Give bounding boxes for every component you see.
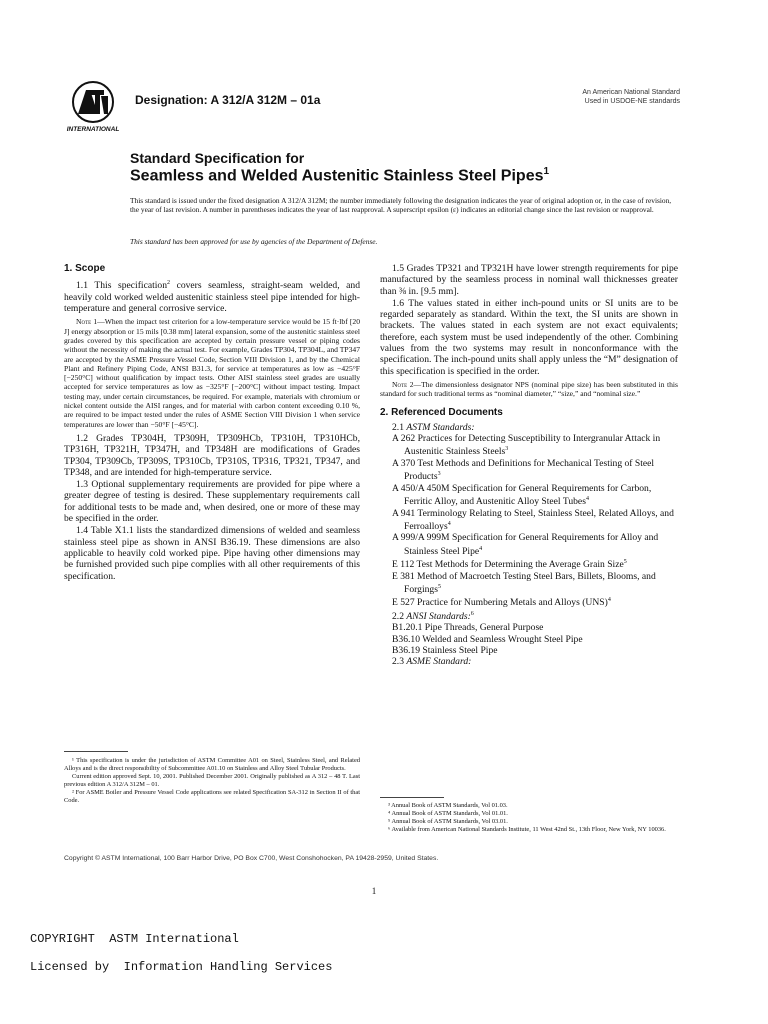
section-2-1-title: ASTM Standards:	[406, 421, 475, 433]
section-2-3: 2.3 ASME Standard:	[392, 656, 472, 668]
ans-line-1: An American National Standard	[582, 89, 680, 96]
footnote-5: ⁵ Annual Book of ASTM Standards, Vol 03.01.	[388, 818, 508, 825]
dod-approval-note: This standard has been approved for use by agencies of the Department of Defense.	[130, 237, 378, 246]
section-1-1-rest: covers seamless, straight-seam welded, and heavily cold worked welded austenitic stainless steel pipe intended for high-temperature and general corrosive service.	[64, 280, 360, 315]
section-1-2: 1.2 Grades TP304H, TP309H, TP309HCb, TP310H, TP310HCb, TP316H, TP321H, TP347H, and TP348H are modifications of Grades TP304, TP309Cb, TP309S, TP310Cb, TP310S, TP316, TP321, TP347, and TP348, and are intended for high-temperature service.	[64, 432, 360, 478]
section-1-6: 1.6 The values stated in either inch-pound units or SI units are to be regarded separately as standard. Within the text, the SI units are shown in brackets. The values stated in each system are not exact equivalents; therefore, each system must be used independently of the other. Combining values from the two systems may result in nonconformance with the specification. The inch-pound units shall apply unless the “M” designation of this specification is specified in the order.	[380, 297, 678, 377]
footnote-marker-2: 2	[167, 280, 171, 287]
title-line-1: Standard Specification for	[130, 150, 305, 166]
section-2-2: 2.2 ANSI Standards:$^6$	[392, 610, 474, 622]
reference-item: A 450/A 450M Specification for General Requirements for Carbon, Ferritic Alloy, and Austenitic Alloy Steel Tubes$^4$	[392, 482, 652, 508]
license-line-1: COPYRIGHT ASTM International	[30, 932, 239, 946]
footnote-divider	[380, 797, 444, 798]
referenced-documents-heading: 2. Referenced Documents	[380, 406, 503, 418]
ans-line-2: Used in USDOE-NE standards	[584, 98, 680, 105]
footnote-1: ¹ This specification is under the jurisdiction of ASTM Committee A01 on Steel, Stainless Steel, and Related Alloys and is the direct responsibility of Subcommittee A01.10 on Stainless and Alloy Steel Tubular Products.	[64, 757, 360, 772]
section-2-1-num: 2.1	[392, 421, 407, 433]
reference-item: B36.10 Welded and Seamless Wrought Steel Pipe	[392, 633, 583, 645]
copyright-line: Copyright © ASTM International, 100 Barr Harbor Drive, PO Box C700, West Conshohocken, PA 19428-2959, United States.	[64, 855, 439, 862]
reference-item: A 370 Test Methods and Definitions for Mechanical Testing of Steel Products$^3$	[392, 457, 655, 483]
american-national-standard-note	[520, 88, 680, 106]
section-2-3-title: ASME Standard:	[406, 656, 472, 668]
reference-item: A 941 Terminology Relating to Steel, Stainless Steel, Related Alloys, and Ferroalloys$^4$	[392, 507, 674, 532]
note-2-label: Note 2	[392, 379, 414, 389]
note-2-text: —The dimensionless designator NPS (nominal pipe size) has been substituted in this standard for such traditional terms as “nominal diameter,” “size,” and “nominal size.”	[380, 379, 678, 399]
reference-item: E 381 Method of Macroetch Testing Steel Bars, Billets, Blooms, and Forgings$^5$	[392, 570, 656, 596]
footnote-6: ⁶ Available from American National Standards Institute, 11 West 42nd St., 13th Floor, New York, NY 10036.	[388, 826, 666, 833]
reference-item: A 999/A 999M Specification for General Requirements for Alloy and Stainless Steel Pipe$^4$	[392, 532, 659, 557]
section-1-3: 1.3 Optional supplementary requirements are provided for pipe where a greater degree of testing is desired. These supplementary requirements call for additional tests to be made and, when desired, one or more of these may be specified in the order.	[64, 479, 360, 525]
note-1	[64, 317, 360, 429]
reference-item: B36.19 Stainless Steel Pipe	[392, 644, 498, 656]
section-1-1	[64, 278, 360, 314]
logo-text: INTERNATIONAL	[66, 126, 120, 133]
section-2-1	[392, 422, 678, 433]
section-1-5: 1.5 Grades TP321 and TP321H have lower strength requirements for pipe manufactured by the seamless process in nominal wall thicknesses greater than ⅜ in. [9.5 mm].	[380, 263, 678, 297]
license-line-2: Licensed by Information Handling Services	[30, 960, 333, 974]
left-column	[64, 263, 360, 583]
footnotes-left	[64, 757, 360, 805]
reference-item: E 112 Test Methods for Determining the Average Grain Size$^5$	[392, 559, 627, 571]
astm-reference-list	[392, 433, 678, 609]
astm-logo-icon	[60, 78, 126, 134]
note-2	[380, 380, 678, 399]
section-2-2-title: ANSI Standards:	[406, 611, 471, 622]
title-text: Seamless and Welded Austenitic Stainless Steel Pipes	[130, 167, 544, 185]
footnote-1-edition: Current edition approved Sept. 10, 2001. Published December 2001. Originally published as A 312 – 48 T. Last previous edition A 312/A 312M – 01.	[64, 773, 360, 788]
reference-item: E 527 Practice for Numbering Metals and Alloys (UNS)$^4$	[392, 597, 611, 609]
note-1-label: Note 1	[76, 317, 98, 327]
ansi-reference-list	[392, 622, 678, 656]
footnote-3: ³ Annual Book of ASTM Standards, Vol 01.03.	[388, 802, 508, 809]
right-column	[380, 263, 678, 667]
footnote-4: ⁴ Annual Book of ASTM Standards, Vol 01.01.	[388, 810, 508, 817]
section-1-4: 1.4 Table X1.1 lists the standardized dimensions of welded and seamless stainless steel pipe as shown in ANSI B36.19. These dimensions are also applicable to heavily cold worked pipe. Pipe having other dimensions may be furnished provided such pipe complies with all other requirements of this specification.	[64, 525, 360, 582]
reference-item: A 262 Practices for Detecting Susceptibility to Intergranular Attack in Austenitic Stainless Steels$^3$	[392, 433, 661, 458]
title-line-2	[130, 166, 549, 185]
issuance-note: This standard is issued under the fixed designation A 312/A 312M; the number immediately following the designation indicates the year of original adoption or, in the case of revision, the year of last revision. A number in parentheses indicates the year of last reapproval. A superscript epsilon (ε) indicates an editorial change since the last revision or reapproval.	[130, 196, 672, 214]
note-1-text: —When the impact test criterion for a low-temperature service would be 15 ft·lbf [20 J] energy absorption or 15 mils [0.38 mm] lateral expansion, some of the austenitic stainless steel grades covered by this specification are accepted by certain pressure vessel or piping codes without the necessity of making the actual test. For example, Grades TP304, TP304L, and TP347 are accepted by the ASME Pressure Vessel Code, Section VIII Division 1, and by the Chemical Plant and Refinery Piping Code, ANSI B31.3, for service at temperatures as low as −425°F [−250°C] without qualification by impact tests. Other AISI stainless steel grades are usually accepted for service temperatures as low as −325°F [−200°C] without impact testing. Impact testing may, under certain circumstances, be required. For example, materials with chromium or nickel content outside the AISI ranges, and for material with carbon content exceeding 0.10 %, are required to be impact tested under the rules of ASME Section VIII Division 1 when service temperatures are lower than −50°F [−45°C].	[64, 317, 360, 429]
title-footnote-marker: 1	[543, 166, 550, 177]
footnote-divider	[64, 751, 128, 752]
footnote-2: ² For ASME Boiler and Pressure Vessel Code applications see related Specification SA-312 in Section II of that Code.	[64, 789, 360, 804]
page-number: 1	[371, 886, 377, 896]
reference-item: B1.20.1 Pipe Threads, General Purpose	[392, 622, 544, 634]
footnotes-right	[380, 802, 678, 834]
scope-heading: 1. Scope	[64, 263, 106, 274]
section-1-1-start: 1.1 This specification	[76, 280, 168, 292]
designation: Designation: A 312/A 312M – 01a	[135, 93, 321, 107]
